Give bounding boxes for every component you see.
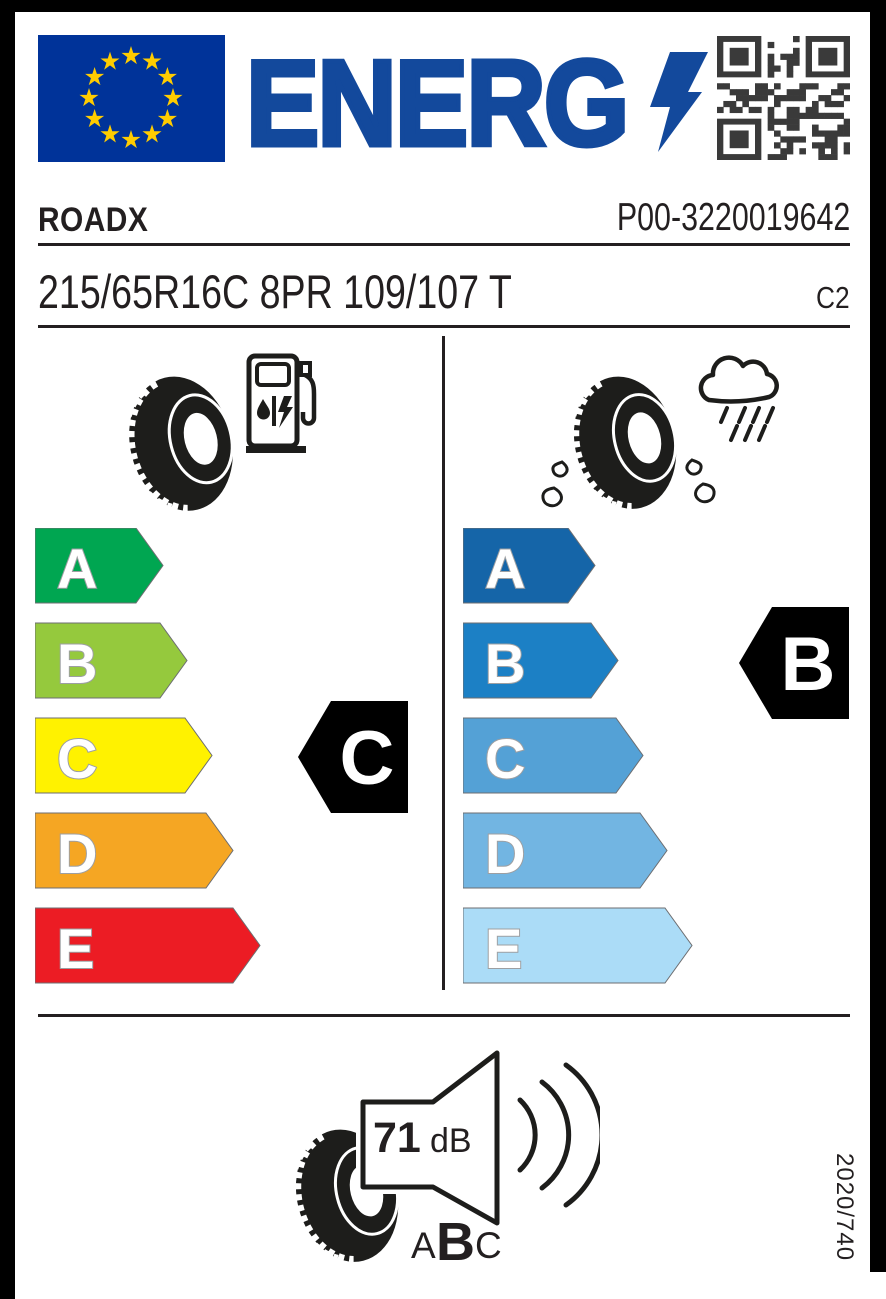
fuel-pump-icon [246,352,324,454]
energ-logo-text: ENERG [246,46,628,156]
wet-grip-rating-indicator [738,606,850,720]
noise-pictogram [290,1040,600,1295]
lightning-bolt-icon [650,52,708,152]
column-divider [442,336,445,990]
tyre-size-spec: 215/65R16C 8PR 109/107 T [38,265,512,318]
wet-grade-arrow-a [463,528,595,603]
fuel-efficiency-scale [35,528,275,988]
qr-code [717,36,850,160]
tyre-class: C2 [816,280,850,315]
energ-logo [246,46,656,156]
regulation-number: 2020/740 [831,1153,858,1262]
noise-unit: dB [430,1122,472,1160]
wet-grade-letter-a: A [485,537,526,600]
noise-value: 71 [373,1114,421,1162]
border-right [870,0,886,1272]
noise-class-a: A [411,1225,436,1266]
divider-line [38,243,850,246]
fuel-grade-letter-b: B [57,632,98,695]
wet-grade-letter-e: E [485,917,523,980]
wet-grade-letter-d: D [485,822,526,885]
wet-grade-letter-b: B [485,632,526,695]
sound-waves-icon [520,1065,600,1205]
brand-name: ROADX [38,201,149,239]
eu-flag-icon [38,35,225,162]
noise-class-c: C [475,1225,502,1266]
fuel-grade-letter-d: D [57,822,98,885]
wet-grip-rating-letter: B [780,622,836,707]
rain-icon [721,408,773,440]
fuel-rating-letter: C [339,716,395,801]
wet-grip-scale [463,528,703,988]
fuel-grade-letter-e: E [57,917,95,980]
border-left [0,0,15,1299]
border-top [0,0,886,12]
fuel-rating-indicator [297,700,409,814]
divider-line [38,325,850,328]
rain-cloud-icon [687,350,787,445]
fuel-grade-letter-a: A [57,537,98,600]
fuel-grade-letter-c: C [57,727,98,790]
noise-class-b: B [436,1212,475,1272]
wet-grade-letter-c: C [485,727,526,790]
tire-icon [128,372,240,514]
product-code: P00-3220019642 [616,196,850,239]
fuel-grade-arrow-a [35,528,163,603]
divider-line [38,1014,850,1017]
